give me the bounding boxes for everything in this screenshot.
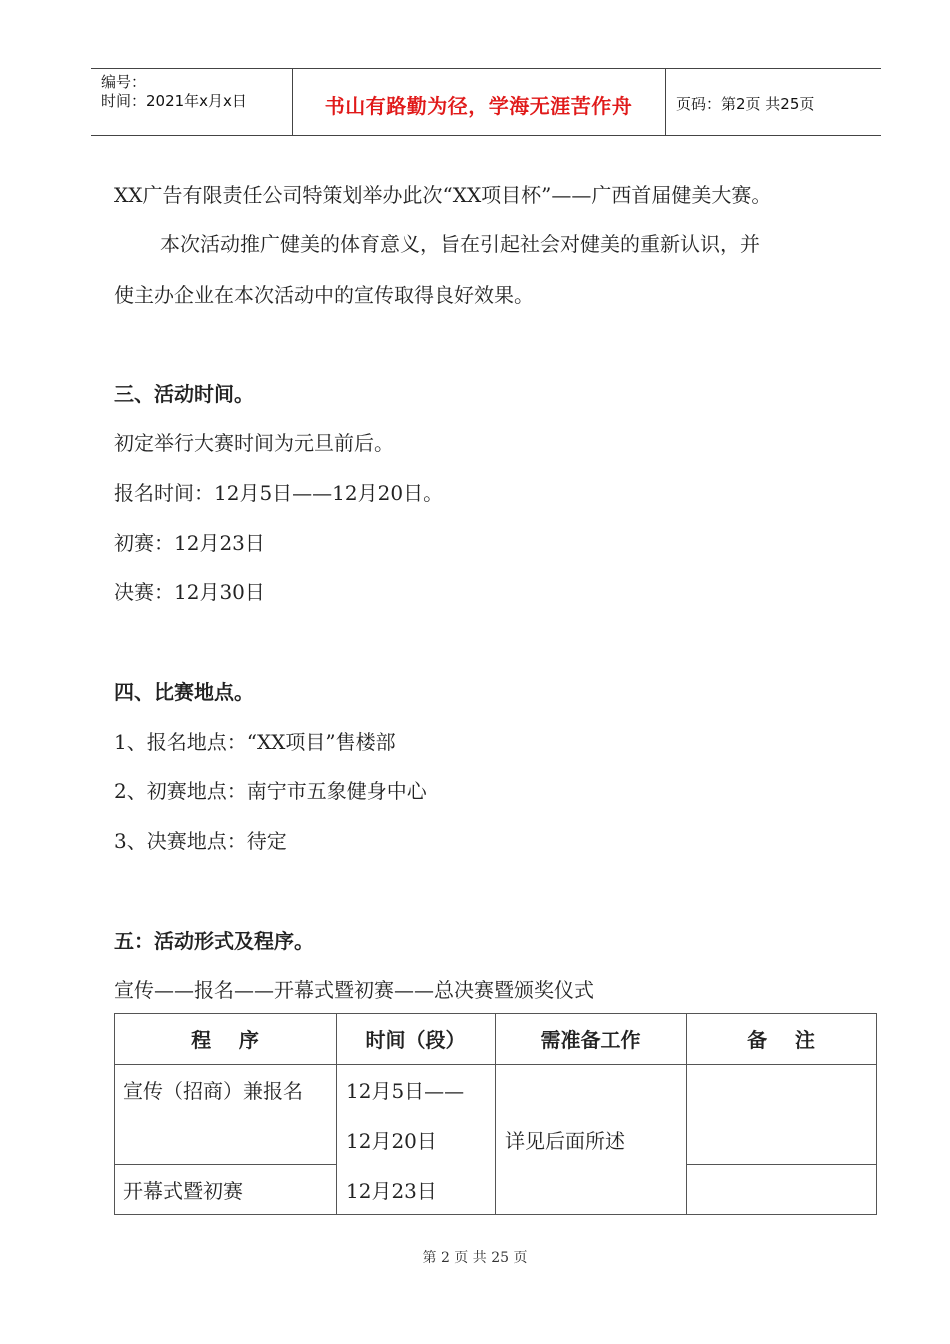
page-header: [91, 68, 881, 136]
table-cell-time: 12月23日: [346, 1179, 437, 1203]
table-header-time: 时间（段）: [365, 1028, 466, 1052]
header-motto: 书山有路勤为径，学海无涯苦作舟: [324, 94, 633, 118]
table-header-remarks: 备 注: [747, 1028, 815, 1052]
table-cell-time: 12月20日: [346, 1129, 437, 1153]
section-4-heading: 四、比赛地点。: [114, 680, 254, 704]
header-bottom-rule: [91, 135, 881, 136]
table-row-divider: [686, 1164, 877, 1165]
header-divider-right: [665, 68, 666, 136]
section-3-line: 决赛：12月30日: [114, 580, 265, 604]
table-cell-procedure: 宣传（招商）兼报名: [123, 1079, 303, 1103]
section-3-line: 报名时间：12月5日——12月20日。: [114, 481, 444, 505]
section-3-heading: 三、活动时间。: [114, 382, 254, 406]
section-5-flow: 宣传——报名——开幕式暨初赛——总决赛暨颁奖仪式: [114, 978, 594, 1002]
table-header-procedure: 程 序: [191, 1028, 259, 1052]
table-cell-time: 12月5日——: [346, 1079, 465, 1103]
header-top-rule: [91, 68, 881, 69]
section-3-line: 初定举行大赛时间为元旦前后。: [114, 431, 394, 455]
schedule-table: [114, 1013, 877, 1215]
intro-line: XX广告有限责任公司特策划举办此次“XX项目杯”——广西首届健美大赛。: [114, 183, 772, 207]
table-border-right: [876, 1013, 877, 1215]
purpose-line-1: 本次活动推广健美的体育意义，旨在引起社会对健美的重新认识，并: [160, 232, 760, 256]
table-row-divider: [114, 1164, 337, 1165]
section-4-line: 2、初赛地点：南宁市五象健身中心: [114, 779, 427, 803]
doc-time-label: 时间：2021年x月x日: [101, 92, 247, 110]
section-5-heading: 五：活动形式及程序。: [114, 929, 314, 953]
section-4-line: 1、报名地点：“XX项目”售楼部: [114, 730, 396, 754]
section-3-line: 初赛：12月23日: [114, 531, 265, 555]
page-footer: 第 2 页 共 25 页: [422, 1250, 528, 1266]
purpose-line-2: 使主办企业在本次活动中的宣传取得良好效果。: [114, 283, 534, 307]
header-page-info: 页码：第2页 共25页: [676, 95, 815, 113]
table-cell-procedure: 开幕式暨初赛: [123, 1179, 243, 1203]
doc-number-label: 编号：: [101, 73, 147, 91]
section-4-line: 3、决赛地点：待定: [114, 829, 287, 853]
table-cell-preparation: 详见后面所述: [505, 1129, 625, 1153]
table-header-preparation: 需准备工作: [540, 1028, 641, 1052]
